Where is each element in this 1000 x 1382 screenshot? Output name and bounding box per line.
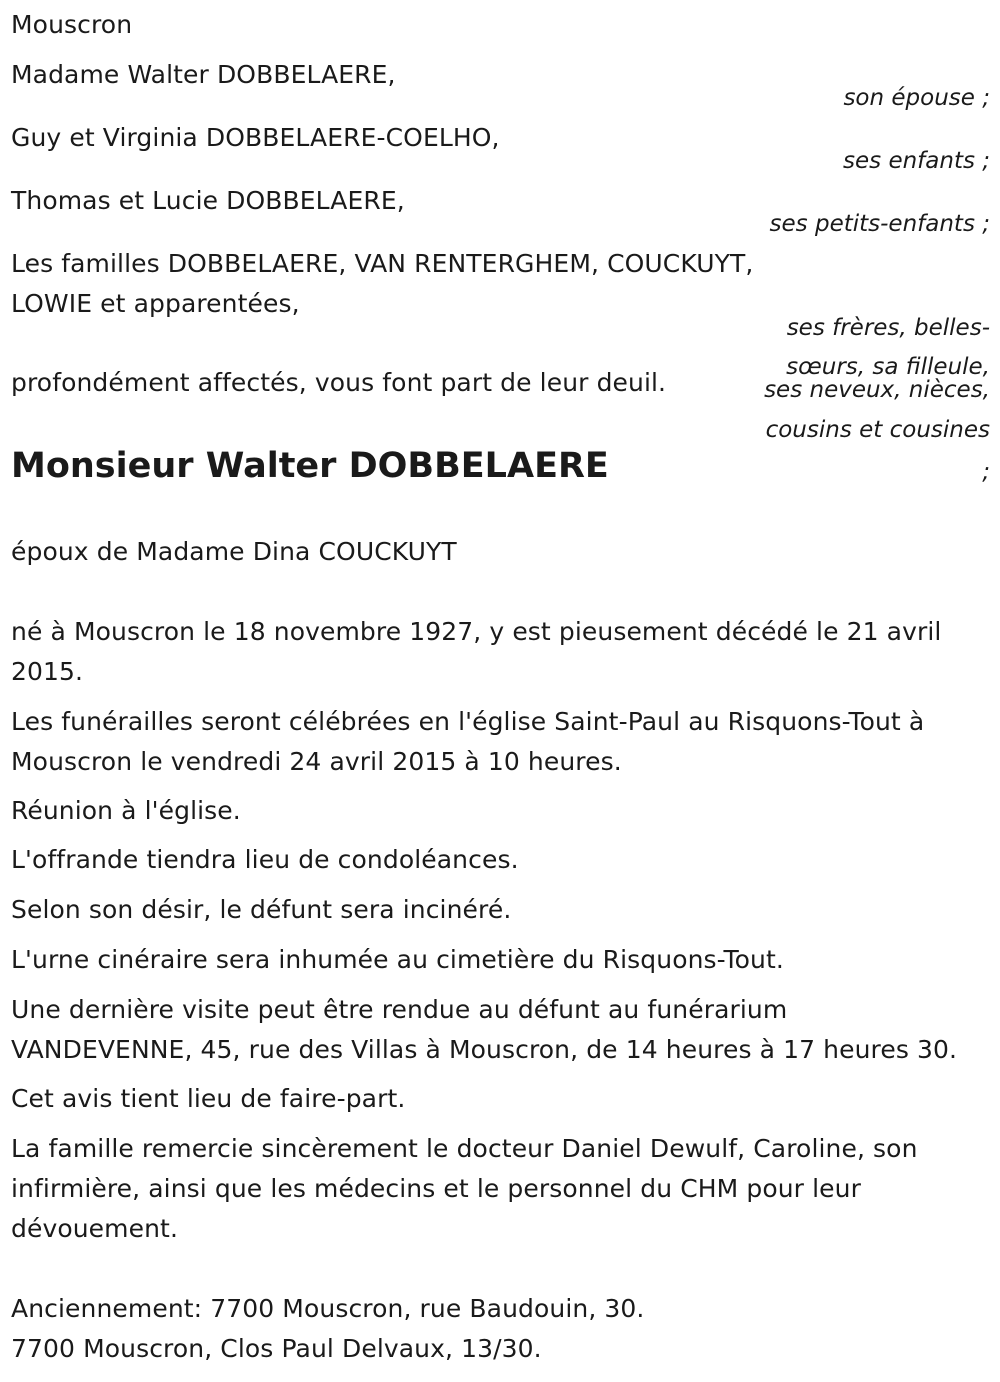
former-address: Anciennement: 7700 Mouscron, rue Baudouin, 30.: [11, 1294, 645, 1323]
relation-spouse: son épouse ;: [843, 85, 990, 111]
offering-line: L'offrande tiendra lieu de condoléances.: [11, 845, 519, 874]
funeral-line-1: Les funérailles seront célébrées en l'église Saint-Paul au Risquons-Tout à: [11, 707, 925, 736]
urn-line: L'urne cinéraire sera inhumée au cimetière du Risquons-Tout.: [11, 945, 784, 974]
spouse-line: époux de Madame Dina COUCKUYT: [11, 537, 457, 566]
thanks-line-3: dévouement.: [11, 1214, 178, 1243]
family-member-children: Guy et Virginia DOBBELAERE-COELHO,: [11, 123, 500, 152]
visit-line-1: Une dernière visite peut être rendue au défunt au funérarium: [11, 995, 788, 1024]
deceased-name: Monsieur Walter DOBBELAERE: [11, 446, 609, 486]
notice-line: Cet avis tient lieu de faire-part.: [11, 1084, 406, 1113]
families-line-1: Les familles DOBBELAERE, VAN RENTERGHEM, COUCKUYT,: [11, 249, 754, 278]
birth-death-line-1: né à Mouscron le 18 novembre 1927, y est pieusement décédé le 21 avril: [11, 617, 942, 646]
families-relation-1: ses frères, belles-: [786, 315, 990, 341]
families-relation-3: ses neveux, nièces,: [764, 377, 990, 403]
families-relation-4: cousins et cousines: [765, 417, 990, 443]
relation-grandchildren: ses petits-enfants ;: [769, 211, 990, 237]
city-heading: Mouscron: [11, 10, 133, 39]
visit-line-2: VANDEVENNE, 45, rue des Villas à Mouscron, de 14 heures à 17 heures 30.: [11, 1035, 958, 1064]
families-relation-5: ;: [982, 459, 990, 485]
families-line-2: LOWIE et apparentées,: [11, 289, 300, 318]
meeting-line: Réunion à l'église.: [11, 796, 241, 825]
family-member-grandchildren: Thomas et Lucie DOBBELAERE,: [11, 186, 405, 215]
current-address: 7700 Mouscron, Clos Paul Delvaux, 13/30.: [11, 1334, 542, 1363]
relation-children: ses enfants ;: [843, 148, 990, 174]
wish-line: Selon son désir, le défunt sera incinéré.: [11, 895, 512, 924]
funeral-line-2: Mouscron le vendredi 24 avril 2015 à 10 heures.: [11, 747, 622, 776]
family-member-spouse: Madame Walter DOBBELAERE,: [11, 60, 396, 89]
announcement: profondément affectés, vous font part de leur deuil.: [11, 368, 667, 397]
thanks-line-2: infirmière, ainsi que les médecins et le personnel du CHM pour leur: [11, 1174, 861, 1203]
thanks-line-1: La famille remercie sincèrement le docteur Daniel Dewulf, Caroline, son: [11, 1134, 918, 1163]
birth-death-line-2: 2015.: [11, 657, 84, 686]
families-relation-2: sœurs, sa filleule,: [786, 354, 990, 380]
